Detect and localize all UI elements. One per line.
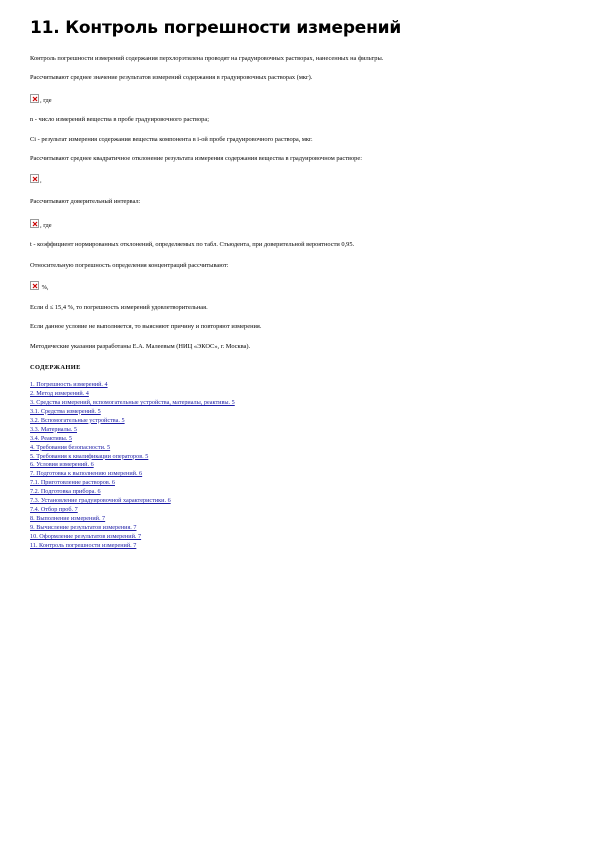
toc-item	[30, 417, 235, 426]
formula-relative-error-suffix: %,	[40, 284, 49, 291]
toc-item	[30, 435, 235, 444]
toc-link[interactable]: 7.3. Установление градуировочной характеристики. 6	[30, 497, 171, 505]
toc-link[interactable]: 3.4. Реактивы. 5	[30, 434, 72, 442]
formula-std-suffix: ,	[40, 177, 42, 184]
toc-link[interactable]: 8. Выполнение измерений. 7	[30, 515, 106, 523]
toc-item	[30, 381, 235, 390]
toc-item	[30, 506, 235, 515]
toc-link[interactable]: 3.3. Материалы. 5	[30, 425, 78, 433]
toc-link[interactable]: 11. Контроль погрешности измерений. 7	[30, 541, 137, 549]
section-title: 11. Контроль погрешности измерений	[30, 18, 402, 38]
toc-item	[30, 470, 235, 479]
paragraph-n-definition: n - число измерений вещества в пробе градуировочного раствора;	[30, 116, 209, 123]
toc-item	[30, 515, 235, 524]
formula-relative-error	[30, 281, 49, 293]
toc-item	[30, 542, 235, 551]
toc-link[interactable]: 9. Вычисление результатов измерения. 7	[30, 524, 137, 531]
formula-interval-suffix: , где	[40, 222, 52, 229]
broken-image-icon	[30, 219, 39, 228]
toc-item	[30, 390, 235, 399]
paragraph-ci-definition: Сi - результат измерения содержания вещества компонента в i-ой пробе градуировочного раствора, мкг.	[30, 136, 313, 143]
toc-link[interactable]: 3. Средства измерений, вспомогательные устройства, материалы, реактивы. 5	[30, 398, 235, 406]
broken-image-icon	[30, 281, 39, 290]
formula-std	[30, 174, 42, 186]
toc-item	[30, 524, 235, 533]
paragraph-mean-value: Рассчитывают среднее значение результатов измерений содержания в градуировочных растворах (мкг).	[30, 74, 313, 81]
paragraph-control-intro: Контроль погрешности измерений содержания перхлорэтилена проводят на градуировочных растворах, нанесенных на фильтры.	[30, 55, 384, 62]
toc-item	[30, 426, 235, 435]
toc-link[interactable]: 3.1. Средства измерений. 5	[30, 407, 101, 415]
table-of-contents	[30, 381, 235, 551]
toc-item	[30, 444, 235, 453]
toc-item	[30, 488, 235, 497]
toc-link[interactable]: 6. Условия измерений. 6	[30, 461, 94, 469]
toc-link[interactable]: 7.2. Подготовка прибора. 6	[30, 488, 101, 496]
toc-item	[30, 497, 235, 506]
formula-mean	[30, 94, 52, 106]
toc-link[interactable]: 7.4. Отбор проб. 7	[30, 506, 78, 514]
toc-item	[30, 461, 235, 470]
paragraph-condition-failed: Если данное условие не выполняется, то выясняют причину и повторяют измерения.	[30, 323, 262, 330]
broken-image-icon	[30, 174, 39, 183]
toc-item	[30, 453, 235, 462]
toc-link[interactable]: 3.2. Вспомогательные устройства. 5	[30, 416, 125, 424]
toc-item	[30, 479, 235, 488]
toc-link[interactable]: 2. Метод измерений. 4	[30, 389, 89, 397]
paragraph-confidence-interval: Рассчитывают доверительный интервал:	[30, 198, 141, 205]
toc-item	[30, 533, 235, 542]
formula-interval	[30, 219, 52, 231]
paragraph-authors: Методические указания разработаны Е.А. Малеевым (НИЦ «ЭКОС», г. Москва).	[30, 343, 251, 350]
paragraph-t-definition: t - коэффициент нормированных отклонений, определяемых по табл. Стьюдента, при доверительной вероятности 0,95.	[30, 241, 355, 248]
toc-link[interactable]: 7. Подготовка к выполнению измерений. 6	[30, 470, 143, 478]
toc-item	[30, 408, 235, 417]
toc-link[interactable]: 5. Требования к квалификации операторов. 5	[30, 452, 149, 460]
toc-heading: СОДЕРЖАНИЕ	[30, 364, 81, 371]
paragraph-std-deviation: Рассчитывают среднее квадратичное отклонение результата измерения содержания вещества в градуировочном растворе:	[30, 155, 362, 162]
toc-link[interactable]: 4. Требования безопасности. 5	[30, 443, 111, 451]
formula-mean-suffix: , где	[40, 97, 52, 104]
paragraph-condition-met: Если d ≤ 15,4 %, то погрешность измерений удовлетворительная.	[30, 304, 208, 311]
toc-item	[30, 399, 235, 408]
paragraph-relative-error: Относительную погрешность определения концентраций рассчитывают:	[30, 262, 229, 269]
broken-image-icon	[30, 94, 39, 103]
toc-link[interactable]: 1. Погрешность измерений. 4	[30, 381, 108, 388]
toc-link[interactable]: 10. Оформление результатов измерений. 7	[30, 532, 142, 540]
toc-link[interactable]: 7.1. Приготовление растворов. 6	[30, 479, 115, 487]
